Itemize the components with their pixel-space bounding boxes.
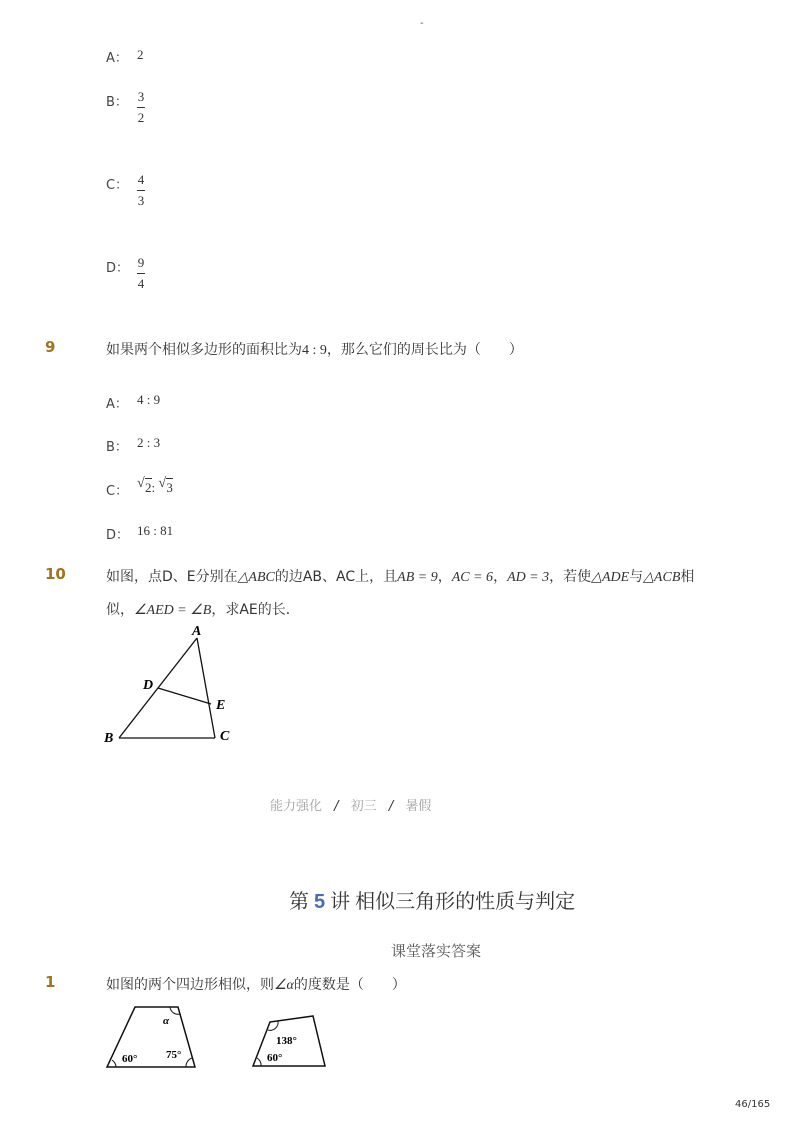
q9-stem: [106, 339, 523, 359]
q9-option-a-value: 4 : 9: [137, 392, 161, 407]
q8-option-c-label: C：: [106, 178, 129, 193]
q8-option-a-value: 2: [137, 47, 144, 62]
alpha-label: α: [163, 1015, 170, 1027]
section-title: 课堂落实答案: [391, 944, 482, 960]
q10-stem-line1: [106, 566, 694, 586]
q10-text: ，若使: [549, 569, 592, 585]
radical-sign: √: [158, 476, 167, 491]
q10-text: 的边AB、AC上，且: [274, 569, 398, 585]
angle-75-label: 75°: [166, 1049, 182, 1061]
q8-option-c-fraction: [134, 173, 148, 208]
fraction-denominator: 4: [137, 276, 145, 291]
q10-ac: AC = 6: [451, 570, 494, 585]
q10-text: 似，: [106, 602, 134, 618]
label-d: D: [143, 678, 154, 693]
fraction-numerator: 4: [137, 172, 145, 187]
q9-option-b-label: B：: [106, 440, 128, 455]
q10-comma: ，: [437, 569, 452, 585]
q10-number: 10: [45, 565, 66, 583]
q9-option-d-value: 16 : 81: [137, 523, 174, 538]
q9-ratio: 4 : 9: [302, 343, 327, 358]
q9-option-b-value: 2 : 3: [137, 435, 161, 450]
page-number: 46/165: [735, 1099, 771, 1110]
q10-triangle-figure: [95, 618, 245, 748]
q1-quadrilateral-1: [100, 1000, 210, 1075]
breadcrumb-separator: /: [388, 799, 394, 814]
breadcrumb-separator: /: [334, 799, 339, 814]
q8-option-a-label: A：: [106, 51, 128, 66]
q9-text-after: ，那么它们的周长比为（ ）: [326, 342, 523, 358]
q10-stem-line2: [106, 599, 300, 619]
label-b: B: [104, 731, 114, 746]
q10-text: ，求AE的长．: [211, 602, 300, 618]
q10-angle-eq: ∠AED = ∠B: [134, 603, 212, 618]
q8-option-d-label: D：: [106, 261, 130, 276]
chapter-number: 5: [314, 891, 326, 913]
angle-arc: [257, 1058, 261, 1066]
q10-tri-ade: △ADE: [591, 570, 630, 585]
q1-text: 的度数是（ ）: [293, 977, 406, 993]
angle-arc: [186, 1058, 192, 1067]
fraction-denominator: 3: [137, 193, 145, 208]
q8-option-b-label: B：: [106, 95, 128, 110]
label-a: A: [192, 624, 202, 639]
quadrilateral-outline: [107, 1007, 195, 1067]
sqrt-2: [137, 472, 152, 496]
q9-option-c-value: [137, 472, 173, 496]
label-e: E: [216, 698, 226, 713]
radicand: 3: [166, 480, 173, 495]
q10-ad: AD = 3: [507, 570, 550, 585]
q10-tri-abc: △ABC: [237, 570, 275, 585]
q10-comma: ，: [493, 569, 508, 585]
fraction-bar: [137, 273, 145, 274]
q9-number: 9: [45, 338, 56, 356]
q1-text: 如图的两个四边形相似，则: [106, 977, 274, 993]
angle-arc: [112, 1060, 116, 1067]
angle-60-label: 60°: [122, 1053, 138, 1065]
breadcrumb-item: 初三: [350, 799, 377, 814]
segment-de: [158, 688, 211, 704]
q9-text-before: 如果两个相似多边形的面积比为: [106, 342, 302, 358]
fraction-numerator: 9: [137, 255, 145, 270]
label-c: C: [220, 729, 230, 744]
q10-text: 与: [629, 569, 644, 585]
q9-option-d-label: D：: [106, 528, 130, 543]
q9-option-c-label: C：: [106, 484, 129, 499]
chapter-prefix: 第: [289, 891, 309, 913]
fraction-bar: [137, 190, 145, 191]
q1-stem: [106, 974, 406, 994]
angle-138-label: 138°: [276, 1035, 297, 1047]
q10-text: 相: [680, 569, 695, 585]
q1-angle: ∠α: [274, 978, 294, 993]
breadcrumb: [270, 795, 431, 814]
fraction-bar: [137, 107, 145, 108]
q1-quadrilateral-2: [248, 1010, 333, 1075]
side-ac: [197, 638, 215, 738]
chapter-title: [289, 885, 575, 914]
chapter-suffix: 讲 相似三角形的性质与判定: [330, 891, 576, 913]
ratio-separator: :: [151, 480, 156, 495]
q1-number: 1: [45, 973, 56, 991]
q8-option-b-fraction: [134, 90, 148, 125]
q10-text: 如图，点D、E分别在: [106, 569, 238, 585]
radical-sign: √: [137, 476, 145, 491]
angle-60-label: 60°: [267, 1052, 283, 1064]
q10-ab: AB = 9: [397, 570, 438, 585]
q8-option-d-fraction: [134, 256, 148, 291]
breadcrumb-item: 暑假: [405, 799, 432, 814]
sqrt-3: [158, 472, 173, 496]
radicand: 2: [145, 480, 152, 495]
q9-option-a-label: A：: [106, 397, 128, 412]
q10-tri-acb: △ACB: [643, 570, 681, 585]
fraction-denominator: 2: [137, 110, 145, 125]
breadcrumb-item: 能力强化: [270, 799, 323, 814]
fraction-numerator: 3: [137, 89, 145, 104]
header-mark: -: [420, 18, 424, 29]
